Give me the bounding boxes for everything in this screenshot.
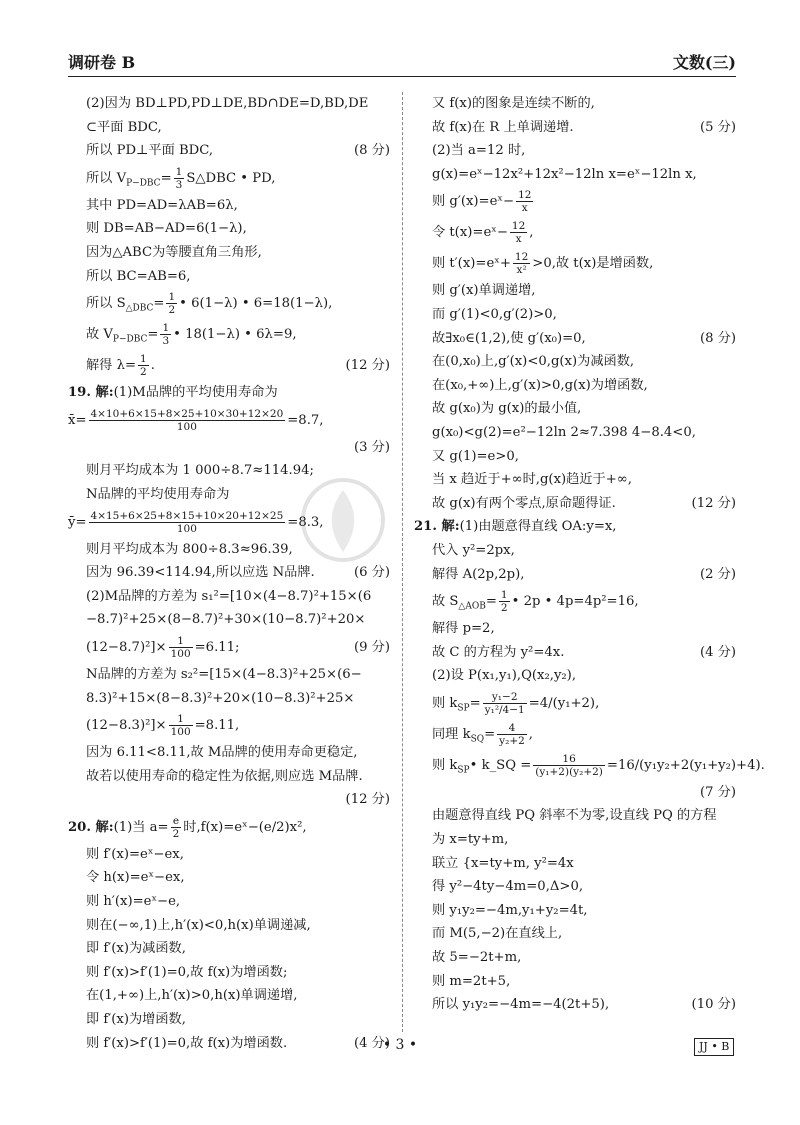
fraction <box>499 589 510 614</box>
fraction-numerator: 12 <box>511 220 526 233</box>
text-run: (2)因为 BD⊥PD,PD⊥DE,BD∩DE=D,BD,DE <box>86 96 369 111</box>
text-run: 其中 PD=AD=λAB=6λ, <box>86 197 238 213</box>
text-run: 因为 6.11<8.11,故 M品牌的使用寿命更稳定, <box>86 745 358 761</box>
left-line <box>68 561 390 585</box>
right-line <box>414 139 736 163</box>
right-line <box>414 374 736 398</box>
fraction-denominator: 100 <box>170 647 191 660</box>
text-run: (12−8.7)²]× <box>86 639 167 655</box>
right-line <box>414 828 736 852</box>
text-run: 代入 y²=2px, <box>432 542 515 558</box>
text-run: 则 g′(x) <box>432 194 479 210</box>
fraction <box>497 722 527 747</box>
text-run: 8.3)²+15×(8−8.3)²+20×(10−8.3)²+25× <box>86 690 355 706</box>
subscript: △DBC <box>125 303 154 314</box>
text-run: • 6(1−λ) • 6=18(1−λ), <box>179 296 333 312</box>
left-line <box>68 405 390 436</box>
column-separator <box>402 92 403 1032</box>
right-line <box>414 586 736 617</box>
text-run: 所以 BC=AB=6, <box>86 268 191 284</box>
right-line <box>414 350 736 374</box>
text-run: 令 t(x) <box>432 225 473 241</box>
text-run: g(x₀)<g(2)=e²−12ln 2≈7.398 4−8.4<0, <box>432 424 696 440</box>
text-run: 又 g(1)=e>0, <box>432 448 519 464</box>
left-line <box>68 241 390 265</box>
score-points: (6 分) <box>353 565 390 581</box>
text-run: 故 5=−2t+m, <box>432 950 522 966</box>
fraction-denominator: x <box>515 233 522 246</box>
text-run: = <box>478 194 490 210</box>
text-run: , <box>528 726 533 742</box>
text-run: 当 x 趋近于+∞时,g(x)趋近于+∞, <box>432 472 632 488</box>
text-run: g(x)=eˣ−12x²+12x²−12ln x=eˣ−12ln x, <box>432 166 697 182</box>
left-line <box>68 217 390 241</box>
fraction-numerator: 4×10+6×15+8×25+10×30+12×20 <box>90 407 284 420</box>
right-line <box>414 163 736 187</box>
text-run: • 18(1−λ) • 6λ=9, <box>173 327 297 343</box>
text-run: (2)设 P(x₁,y₁),Q(x₂,y₂), <box>432 668 577 684</box>
fraction-denominator: 100 <box>170 726 191 739</box>
fraction-numerator: 1 <box>168 291 176 304</box>
text-run: 故 S <box>432 594 459 610</box>
right-line <box>414 492 736 516</box>
score-points: (12 分) <box>691 495 736 511</box>
score-points: (4 分) <box>699 644 736 660</box>
score-points: (9 分) <box>353 639 390 655</box>
text-run: eˣ+ <box>486 256 511 272</box>
fraction <box>516 189 533 214</box>
left-line <box>68 914 390 938</box>
fraction-denominator: x² <box>516 264 527 277</box>
left-line <box>68 92 390 116</box>
subscript: P−DBC <box>112 334 148 345</box>
text-run: 联立 {x=ty+m, y²=4x <box>432 855 574 871</box>
text-run: =6.11; <box>194 639 240 655</box>
right-line <box>414 781 736 805</box>
left-line <box>68 436 390 460</box>
left-line <box>68 843 390 867</box>
fraction <box>174 166 185 191</box>
text-run: 时,f(x)=eˣ−(e/2)x², <box>183 819 307 835</box>
text-run: 所以 S <box>86 296 126 312</box>
text-run: 在(x₀,+∞)上,g′(x)>0,g(x)为增函数, <box>432 377 648 393</box>
text-run: = <box>147 327 159 343</box>
right-line <box>414 217 736 248</box>
right-line <box>414 641 736 665</box>
text-run: 故 V <box>86 327 113 343</box>
text-run: eˣ− <box>489 194 515 210</box>
right-line <box>414 617 736 641</box>
fraction-numerator: 12 <box>518 189 532 202</box>
left-line <box>68 139 390 163</box>
left-line <box>68 585 390 609</box>
score-points: (12 分) <box>345 792 390 808</box>
text-run: 又 f(x)的图象是连续不断的, <box>432 96 595 111</box>
fraction <box>166 291 177 316</box>
fraction-numerator: 1 <box>169 713 193 726</box>
left-line <box>68 507 390 538</box>
text-run: 则在(−∞,1)上,h′(x)<0,h(x)单调递减, <box>86 917 311 933</box>
text-run: −8.7)²+25×(8−8.7)²+30×(10−8.7)²+20× <box>86 612 366 628</box>
fraction-denominator: y₂+2 <box>499 734 525 747</box>
text-run: . <box>150 358 155 374</box>
fraction-denominator: (y₁+2)(y₂+2) <box>535 765 603 778</box>
text-run: = <box>153 296 165 312</box>
right-line <box>414 970 736 994</box>
fraction <box>513 251 530 276</box>
fraction-numerator: 1 <box>140 353 147 366</box>
right-line <box>414 804 736 828</box>
text-run: 而 M(5,−2)在直线上, <box>432 926 563 942</box>
text-run: 因为 96.39<114.94,所以应选 N品牌. <box>86 565 315 581</box>
left-line <box>68 632 390 663</box>
text-run: 在(1,+∞)上,h′(x)>0,h(x)单调递增, <box>86 988 298 1004</box>
fraction-denominator: 2 <box>172 827 180 840</box>
text-run: • 2p • 4p=4p²=16, <box>511 594 639 610</box>
right-line <box>414 719 736 750</box>
fraction-numerator: y₁−2 <box>483 691 527 704</box>
left-line <box>68 538 390 562</box>
fraction <box>483 691 527 716</box>
text-run: (2)当 a=12 时, <box>432 143 526 159</box>
left-line <box>68 319 390 350</box>
right-line <box>414 279 736 303</box>
left-line <box>68 765 390 789</box>
text-run: ȳ <box>68 514 76 530</box>
right-line <box>414 248 736 279</box>
text-run: 则 k <box>432 695 458 711</box>
right-line <box>414 421 736 445</box>
left-line <box>68 687 390 711</box>
score-points: (2 分) <box>699 566 736 582</box>
text-run: 所以 V <box>86 170 127 186</box>
right-line <box>414 186 736 217</box>
text-run: 故若以使用寿命的稳定性为依据,则应选 M品牌. <box>86 768 363 784</box>
right-line <box>414 92 736 116</box>
text-run: ⊂平面 BDC, <box>86 119 162 135</box>
text-run: (1)由题意得直线 OA:y=x, <box>459 519 617 535</box>
right-line <box>414 664 736 688</box>
right-line <box>414 468 736 492</box>
text-run: 则 f′(x)>f′(1)=0,故 f(x)为增函数; <box>86 964 288 980</box>
fraction-numerator: e <box>171 815 182 828</box>
score-points: (8 分) <box>699 330 736 346</box>
text-run: 解得 λ <box>86 358 125 374</box>
page-number: • 3 • <box>382 1037 418 1053</box>
left-line <box>68 741 390 765</box>
right-line <box>414 688 736 719</box>
text-run: 同理 k <box>432 726 471 742</box>
left-line <box>68 483 390 507</box>
header-rule <box>68 76 736 77</box>
fraction <box>171 815 182 840</box>
text-run: (1)M品牌的平均使用寿命为 <box>113 385 278 401</box>
text-run: , <box>529 225 534 241</box>
score-points: (12 分) <box>345 358 390 374</box>
left-line <box>68 1008 390 1032</box>
left-line <box>68 937 390 961</box>
paper-code-box: JJ • B <box>694 1038 734 1056</box>
text-run: = <box>75 514 87 530</box>
fraction-numerator: 4×15+6×25+8×15+10×20+12×25 <box>90 509 284 522</box>
subscript: SP <box>457 765 470 776</box>
fraction-denominator: 2 <box>168 304 176 317</box>
left-line <box>68 890 390 914</box>
page-header <box>68 50 736 72</box>
text-run: =8.3, <box>287 514 324 530</box>
left-line <box>68 608 390 632</box>
text-run: 故∃x₀∈(1,2),使 g′(x₀)=0, <box>432 330 586 346</box>
score-points: (5 分) <box>699 119 736 135</box>
left-line <box>68 381 390 405</box>
text-run: (2)M品牌的方差为 s₁²=[10×(4−8.7)²+15×(6 <box>86 588 372 604</box>
text-run: 则 f′(x)=eˣ−ex, <box>86 846 184 862</box>
subscript: SQ <box>470 734 485 745</box>
fraction <box>89 408 286 433</box>
score-points: (8 分) <box>353 143 390 159</box>
text-run: 则 m=2t+5, <box>432 973 511 989</box>
fraction-numerator: 1 <box>169 635 193 648</box>
text-run: (1)当 a <box>113 819 158 835</box>
left-line <box>68 116 390 140</box>
text-run: = <box>472 225 484 241</box>
text-run: 则 t′(x) <box>432 256 476 272</box>
text-run: 则 y₁y₂=−4m,y₁+y₂=4t, <box>432 902 588 918</box>
text-run: 则 h′(x)=eˣ−e, <box>86 894 181 910</box>
left-line <box>68 163 390 194</box>
left-line <box>68 194 390 218</box>
right-line <box>414 750 765 781</box>
text-run: S△DBC • PD, <box>186 170 276 186</box>
left-line <box>68 961 390 985</box>
text-run: >0,故 t(x)是增函数, <box>532 256 654 272</box>
right-line <box>414 993 736 1017</box>
right-line <box>414 515 736 539</box>
text-run: N品牌的平均使用寿命为 <box>86 486 230 502</box>
text-run: 解得 A(2p,2p), <box>432 566 525 582</box>
text-run: 因为△ABC为等腰直角三角形, <box>86 244 262 260</box>
score-points: (10 分) <box>691 997 736 1013</box>
right-line <box>414 327 736 351</box>
text-run: =8.11, <box>194 718 240 734</box>
score-points: (4 分) <box>353 1035 390 1051</box>
fraction <box>160 322 171 347</box>
subscript: P−DBC <box>126 178 161 189</box>
text-run: 由题意得直线 PQ 斜率不为零,设直线 PQ 的方程 <box>432 808 717 824</box>
question-number: 19. 解: <box>68 385 114 401</box>
right-line <box>414 303 736 327</box>
text-run: = <box>160 170 172 186</box>
right-line <box>414 922 736 946</box>
right-line <box>414 852 736 876</box>
text-run: 则 g′(x)单调递增, <box>432 283 536 299</box>
fraction-denominator: 100 <box>176 522 197 535</box>
fraction-numerator: 1 <box>162 322 170 335</box>
fraction <box>510 220 527 245</box>
left-line <box>68 710 390 741</box>
text-run: 所以 y₁y₂=−4m=−4(2t+5), <box>432 997 610 1013</box>
fraction-denominator: 2 <box>500 602 508 615</box>
text-run: 为 x=ty+m, <box>432 832 509 848</box>
right-line <box>414 397 736 421</box>
right-column <box>414 92 765 1017</box>
right-line <box>414 946 736 970</box>
text-run: = <box>157 819 169 835</box>
fraction-denominator: 3 <box>162 335 170 348</box>
left-line <box>68 459 390 483</box>
text-run: 则月平均成本为 800÷8.3≈96.39, <box>86 541 293 557</box>
text-run: = <box>475 256 487 272</box>
text-run: 即 f′(x)为减函数, <box>86 941 186 957</box>
fraction <box>138 353 149 378</box>
left-line <box>68 984 390 1008</box>
right-line <box>414 875 736 899</box>
text-run: N品牌的方差为 s₂²=[15×(4−8.3)²+25×(6− <box>86 666 362 682</box>
text-run: 则 f′(x)>f′(1)=0,故 f(x)为增函数. <box>86 1035 288 1051</box>
score-points: (7 分) <box>699 784 736 800</box>
text-run: = <box>484 726 496 742</box>
fraction-denominator: 3 <box>175 178 183 191</box>
right-line <box>414 445 736 469</box>
right-line <box>414 899 736 923</box>
text-run: 令 h(x)=eˣ−ex, <box>86 870 185 886</box>
fraction-numerator: 1 <box>175 165 183 178</box>
header-right-title: 文数(三) <box>672 53 736 72</box>
text-run: eˣ− <box>483 225 508 241</box>
question-number: 21. 解: <box>414 519 460 535</box>
text-run: =4/(y₁+2), <box>528 695 600 711</box>
fraction-denominator: x <box>521 202 528 215</box>
text-run: (12−8.3)²]× <box>86 718 167 734</box>
score-points: (3 分) <box>353 439 390 455</box>
text-run: 则 k <box>432 757 458 773</box>
text-run: 故 f(x)在 R 上单调递增. <box>432 119 574 135</box>
fraction <box>89 510 286 535</box>
text-run: 故 g(x₀)为 g(x)的最小值, <box>432 401 582 417</box>
text-run: 解得 p=2, <box>432 621 495 637</box>
text-run: = <box>469 695 481 711</box>
text-run: x̄ <box>68 412 76 428</box>
text-run: =8.7, <box>287 412 324 428</box>
left-line <box>68 350 390 381</box>
fraction <box>533 753 605 778</box>
fraction-denominator: 2 <box>140 366 147 379</box>
text-run: 而 g′(1)<0,g′(2)>0, <box>432 306 557 322</box>
text-run: 故 g(x)有两个零点,原命题得证. <box>432 495 616 511</box>
fraction-numerator: 1 <box>500 589 508 602</box>
text-run: = <box>124 358 136 374</box>
fraction <box>169 635 193 660</box>
text-run: 则 DB=AB−AD=6(1−λ), <box>86 221 247 237</box>
text-run: • k_SQ = <box>469 757 532 773</box>
left-line <box>68 288 390 319</box>
left-line <box>68 812 390 843</box>
text-run: 即 f′(x)为增函数, <box>86 1012 186 1028</box>
right-line <box>414 116 736 140</box>
left-line <box>68 788 390 812</box>
left-line <box>68 866 390 890</box>
fraction-denominator: 100 <box>176 420 197 433</box>
header-left-title: 调研卷 B <box>68 53 136 72</box>
text-run: 所以 PD⊥平面 BDC, <box>86 143 214 159</box>
text-run: =16/(y₁y₂+2(y₁+y₂)+4). <box>606 757 765 773</box>
fraction-numerator: 16 <box>533 753 605 766</box>
fraction-denominator: y₁²/4−1 <box>484 703 525 716</box>
text-run: 在(0,x₀)上,g′(x)<0,g(x)为减函数, <box>432 354 635 370</box>
subscript: SP <box>457 703 470 714</box>
right-line <box>414 563 736 587</box>
fraction-numerator: 4 <box>497 722 527 735</box>
question-number: 20. 解: <box>68 819 114 835</box>
text-run: 则月平均成本为 1 000÷8.7≈114.94; <box>86 463 314 479</box>
subscript: △AOB <box>458 601 486 612</box>
fraction-numerator: 12 <box>514 251 529 264</box>
left-column <box>68 92 390 1055</box>
text-run: 得 y²−4ty−4m=0,Δ>0, <box>432 879 584 895</box>
right-line <box>414 539 736 563</box>
left-line <box>68 265 390 289</box>
text-run: 故 C 的方程为 y²=4x. <box>432 644 565 660</box>
text-run: = <box>485 594 497 610</box>
text-run: = <box>75 412 87 428</box>
left-line <box>68 663 390 687</box>
fraction <box>169 713 193 738</box>
